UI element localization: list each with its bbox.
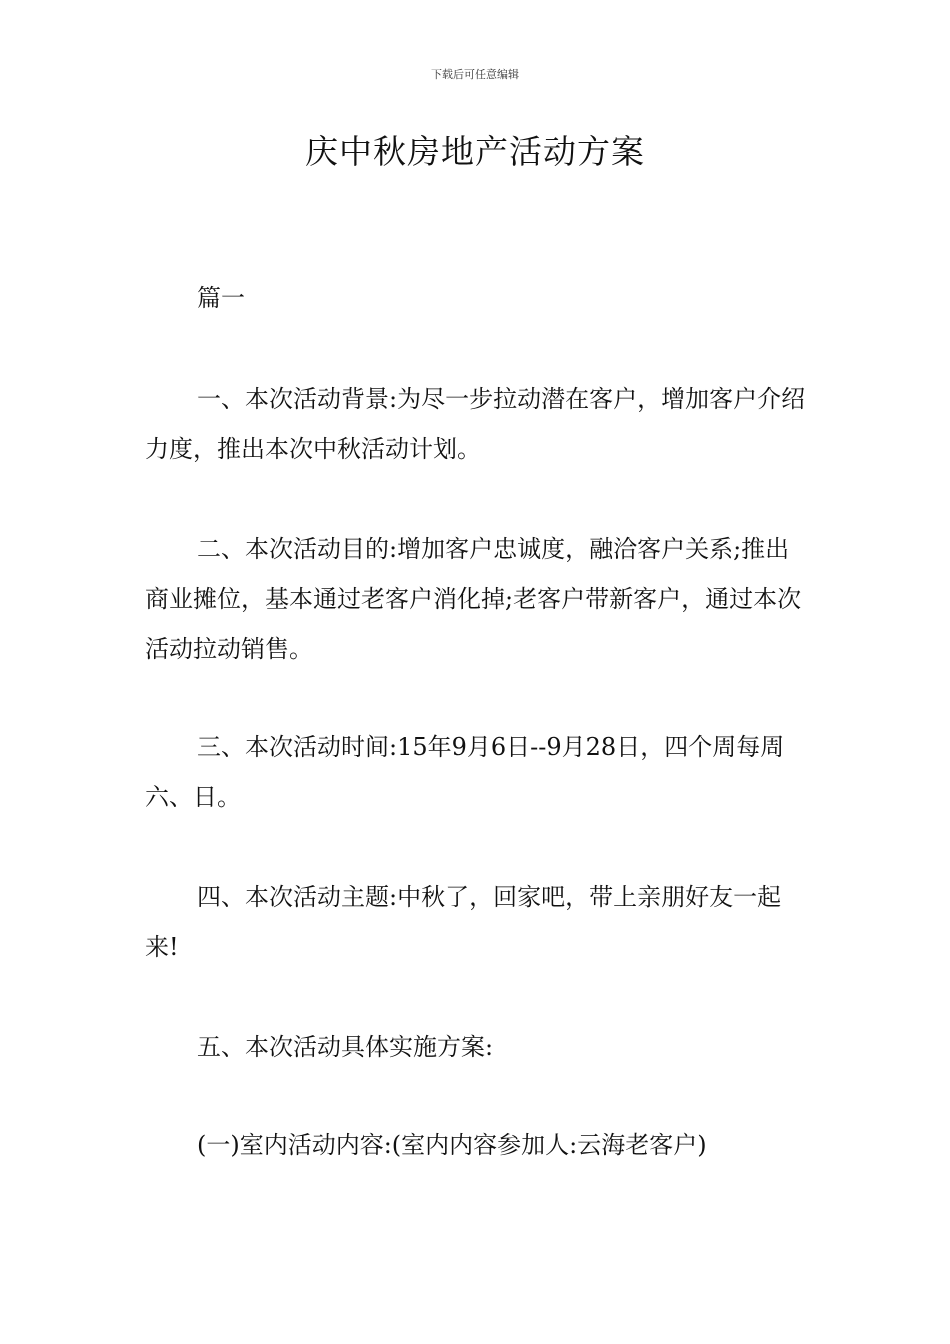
paragraph-plan: 五、本次活动具体实施方案: [197, 1033, 494, 1061]
paragraph-time: 三、本次活动时间:15年9月6日--9月28日，四个周每周六、日。 [145, 733, 785, 811]
header-note: 下载后可任意编辑 [431, 68, 519, 81]
paragraph-purpose: 二、本次活动目的:增加客户忠诚度，融洽客户关系;推出商业摊位，基本通过老客户消化掉;老客户带新客户，通过本次活动拉动销售。 [145, 535, 802, 663]
document-title: 庆中秋房地产活动方案 [305, 132, 645, 171]
section-heading: 篇一 [197, 284, 245, 312]
paragraph-indoor-activity: (一)室内活动内容:(室内内容参加人:云海老客户) [197, 1131, 707, 1159]
paragraph-theme: 四、本次活动主题:中秋了，回家吧，带上亲朋好友一起来! [145, 883, 782, 961]
paragraph-background: 一、本次活动背景:为尽一步拉动潜在客户，增加客户介绍力度，推出本次中秋活动计划。 [145, 385, 806, 463]
